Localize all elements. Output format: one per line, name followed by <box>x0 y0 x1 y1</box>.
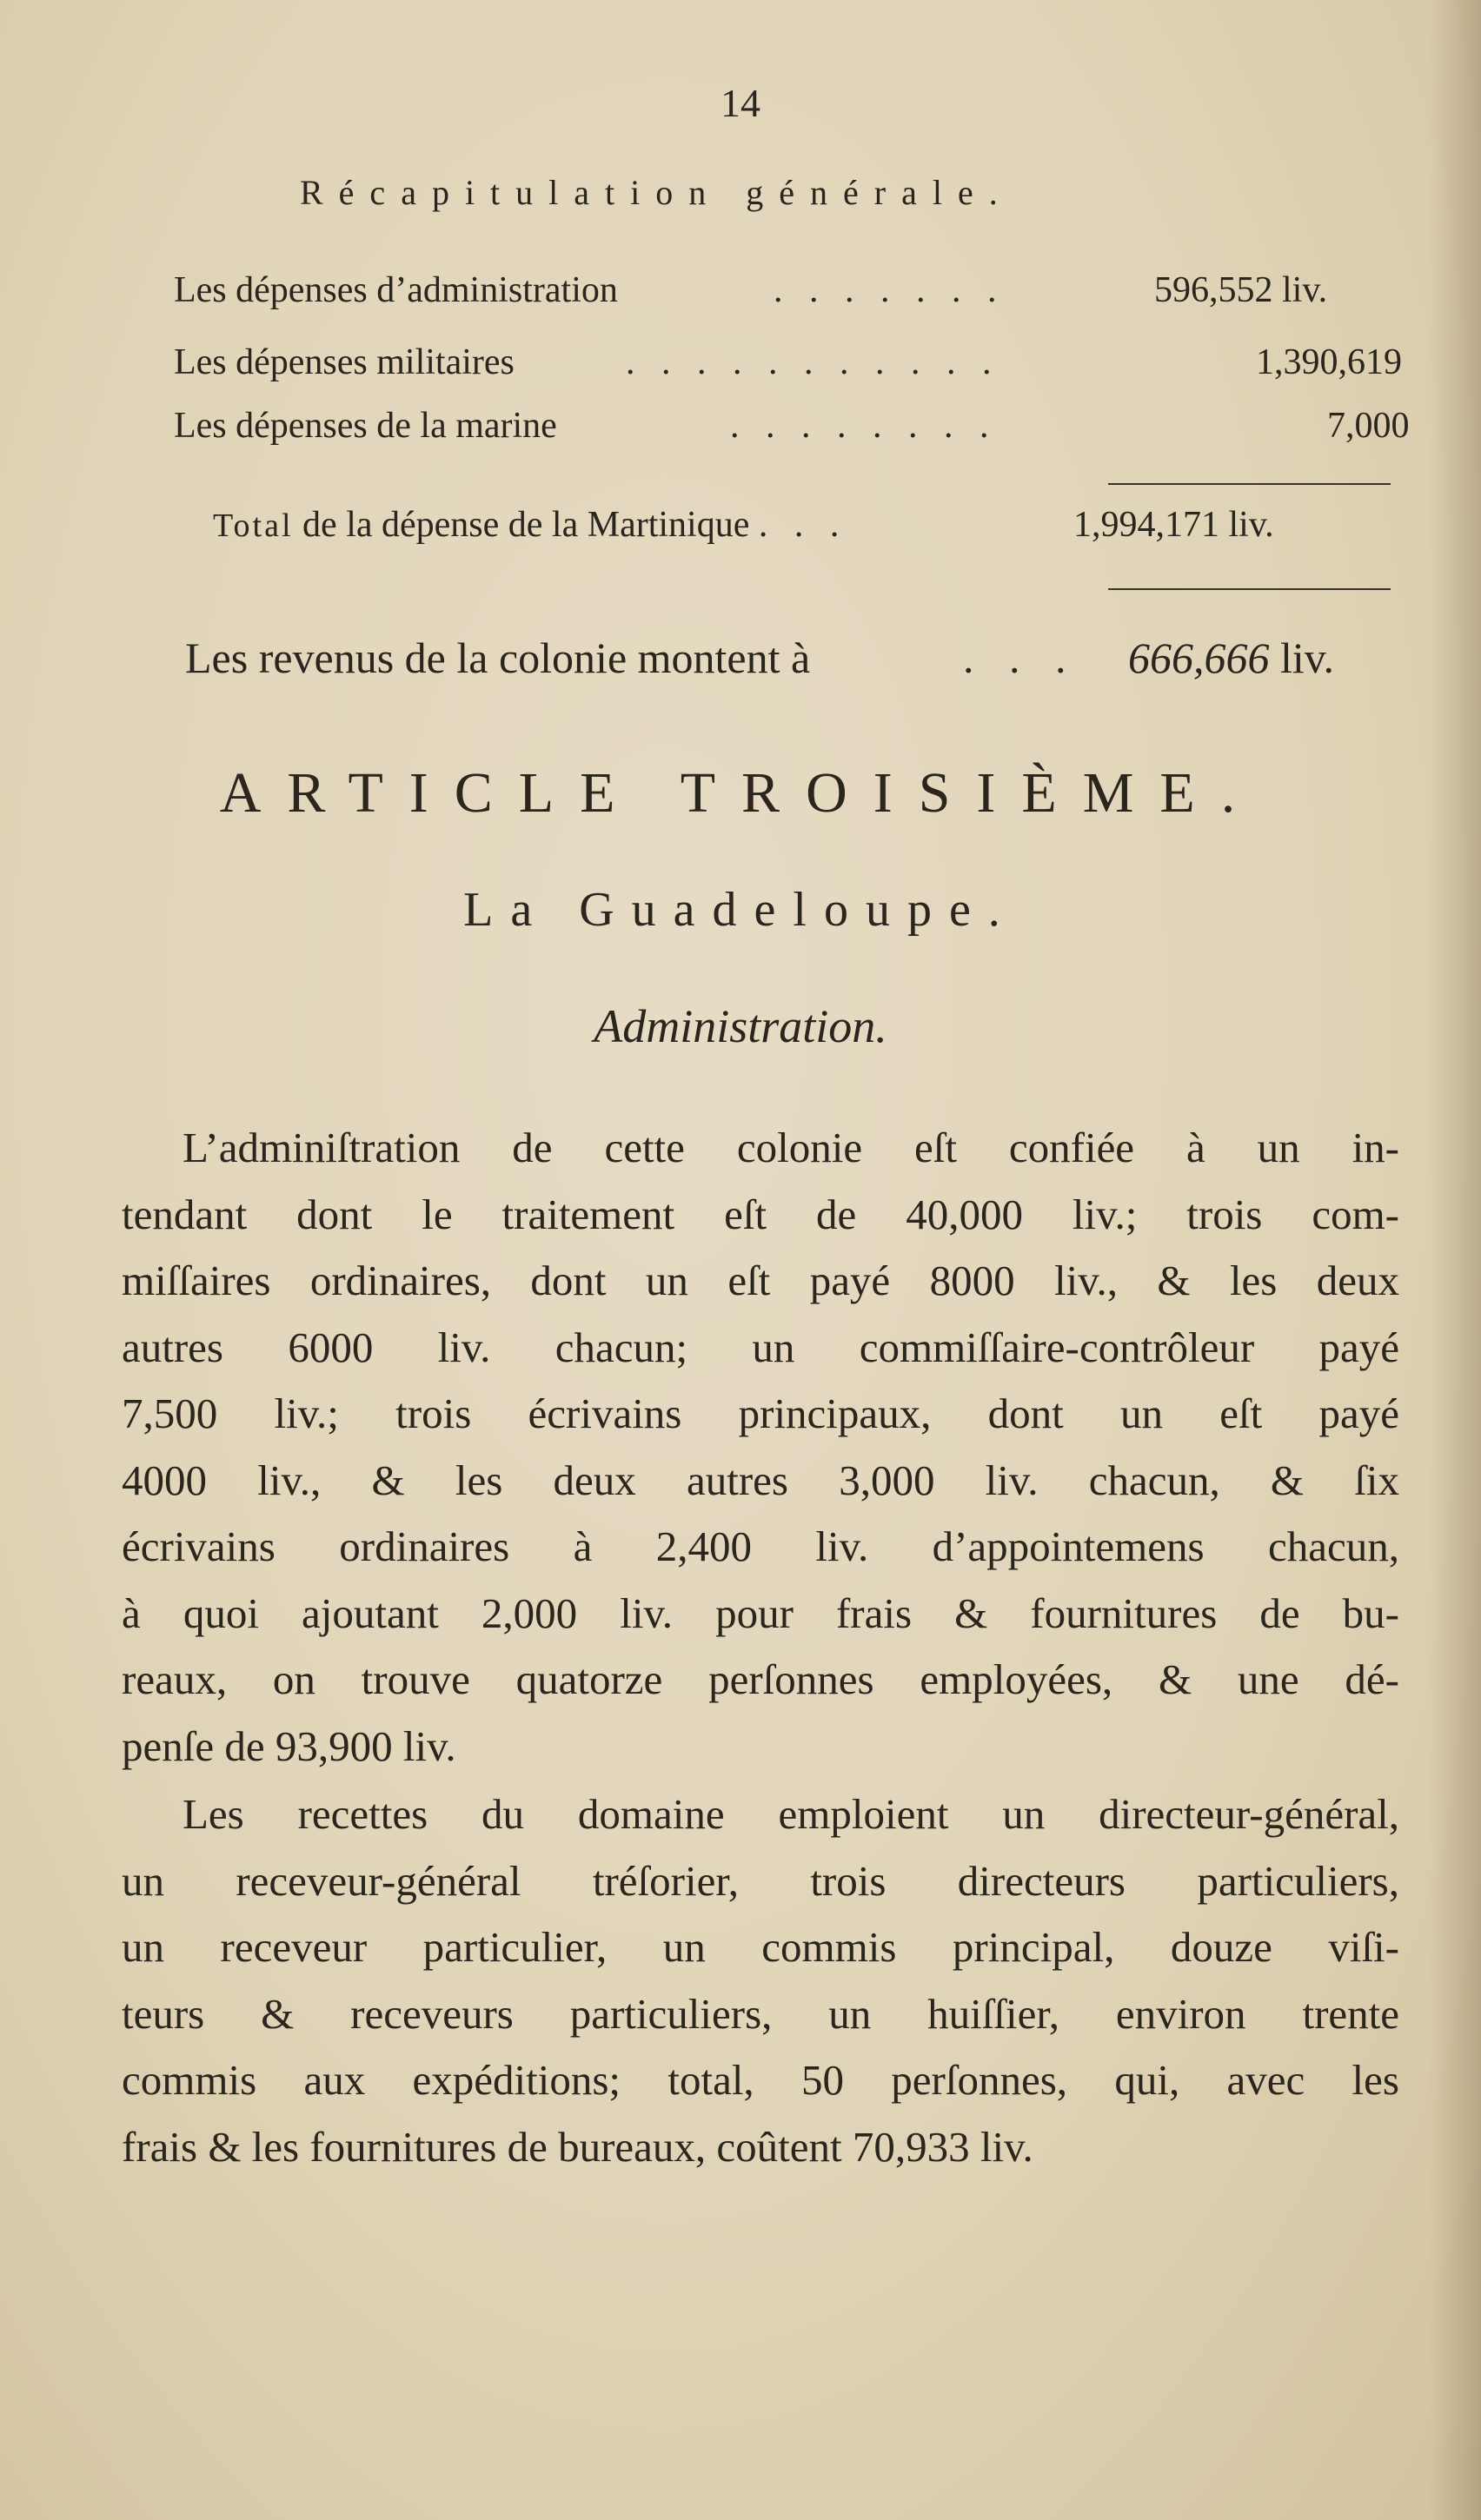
section-title: La Guadeloupe. <box>463 883 1018 937</box>
recap-row-marine <box>174 405 1410 457</box>
recap-row-administration <box>174 269 1391 322</box>
total-row <box>213 504 1412 546</box>
text-line: autres 6000 liv. chacun; un commiſſaire-contrôleur payé <box>122 1323 1399 1371</box>
paragraph-domain-receipts <box>122 1781 1399 2180</box>
revenue-amount <box>1128 633 1334 683</box>
page-number: 14 <box>721 81 760 125</box>
subsection-title: Administration. <box>594 1000 887 1052</box>
recap-heading: Récapitulation générale. <box>300 173 1013 212</box>
text-line: Les recettes du domaine emploient un directeur-général, <box>183 1790 1399 1838</box>
total-label: de la dépense de la Martinique <box>302 505 750 545</box>
recap-row-label: Les dépenses de la marine <box>174 406 557 446</box>
revenue-row <box>185 633 1419 683</box>
recap-row-amount: 596,552 liv. <box>1154 270 1328 310</box>
text-line: un receveur particulier, un commis principal, douze viſi- <box>122 1923 1399 1971</box>
recap-row-label: Les dépenses d’administration <box>174 270 618 310</box>
leader-dots: . . . <box>963 633 1079 682</box>
sum-rule-top <box>1108 483 1391 485</box>
leader-dots: . . . . . . . . . . . <box>626 342 1000 382</box>
text-line: miſſaires ordinaires, dont un eſt payé 8000 liv., & les deux <box>122 1257 1399 1304</box>
revenue-label: Les revenus de la colonie montent à <box>185 633 811 682</box>
text-line: 7,500 liv.; trois écrivains principaux, dont un eſt payé <box>122 1389 1399 1437</box>
leader-dots: . . . . . . . . <box>730 406 998 446</box>
article-heading: ARTICLE TROISIÈME. <box>219 761 1262 825</box>
page-edge-shadow <box>1429 0 1481 2520</box>
revenue-amount-unit: liv. <box>1280 633 1335 682</box>
total-amount: 1,994,171 liv. <box>1073 505 1274 545</box>
text-line: teurs & receveurs particuliers, un huiſſier, environ trente <box>122 1989 1399 2038</box>
text-line: à quoi ajoutant 2,000 liv. pour frais & fournitures de bu- <box>122 1588 1399 1637</box>
text-line: penſe de 93,900 liv. <box>122 1721 456 1770</box>
text-line: commis aux expéditions; total, 50 perſonnes, qui, avec les <box>122 2056 1399 2104</box>
text-line: tendant dont le traitement eſt de 40,000 liv.; trois com- <box>122 1190 1399 1238</box>
recap-row-amount: 7,000 <box>1327 406 1410 446</box>
text-line: frais & les fournitures de bureaux, coûtent 70,933 liv. <box>122 2122 1033 2171</box>
text-line: un receveur-général tréſorier, trois directeurs particuliers, <box>122 1856 1399 1905</box>
sum-rule-bottom <box>1108 588 1391 590</box>
text-line: L’adminiſtration de cette colonie eſt confiée à un in- <box>183 1124 1399 1171</box>
revenue-amount-value: 666,666 <box>1128 633 1270 682</box>
recap-row-amount: 1,390,619 <box>1256 342 1402 382</box>
leader-dots: . . . . . . . <box>774 270 1006 310</box>
recap-row-military <box>174 342 1402 394</box>
recap-row-label: Les dépenses militaires <box>174 342 515 382</box>
text-line: 4000 liv., & les deux autres 3,000 liv. chacun, & ſix <box>122 1456 1399 1504</box>
text-line: reaux, on trouve quatorze perſonnes employées, & une dé- <box>122 1655 1399 1703</box>
text-line: écrivains ordinaires à 2,400 liv. d’appointemens chacun, <box>122 1522 1399 1570</box>
leader-dots: . . . <box>758 505 848 545</box>
paragraph-administration <box>122 1115 1399 1780</box>
total-label-small-caps: Total <box>213 507 294 544</box>
